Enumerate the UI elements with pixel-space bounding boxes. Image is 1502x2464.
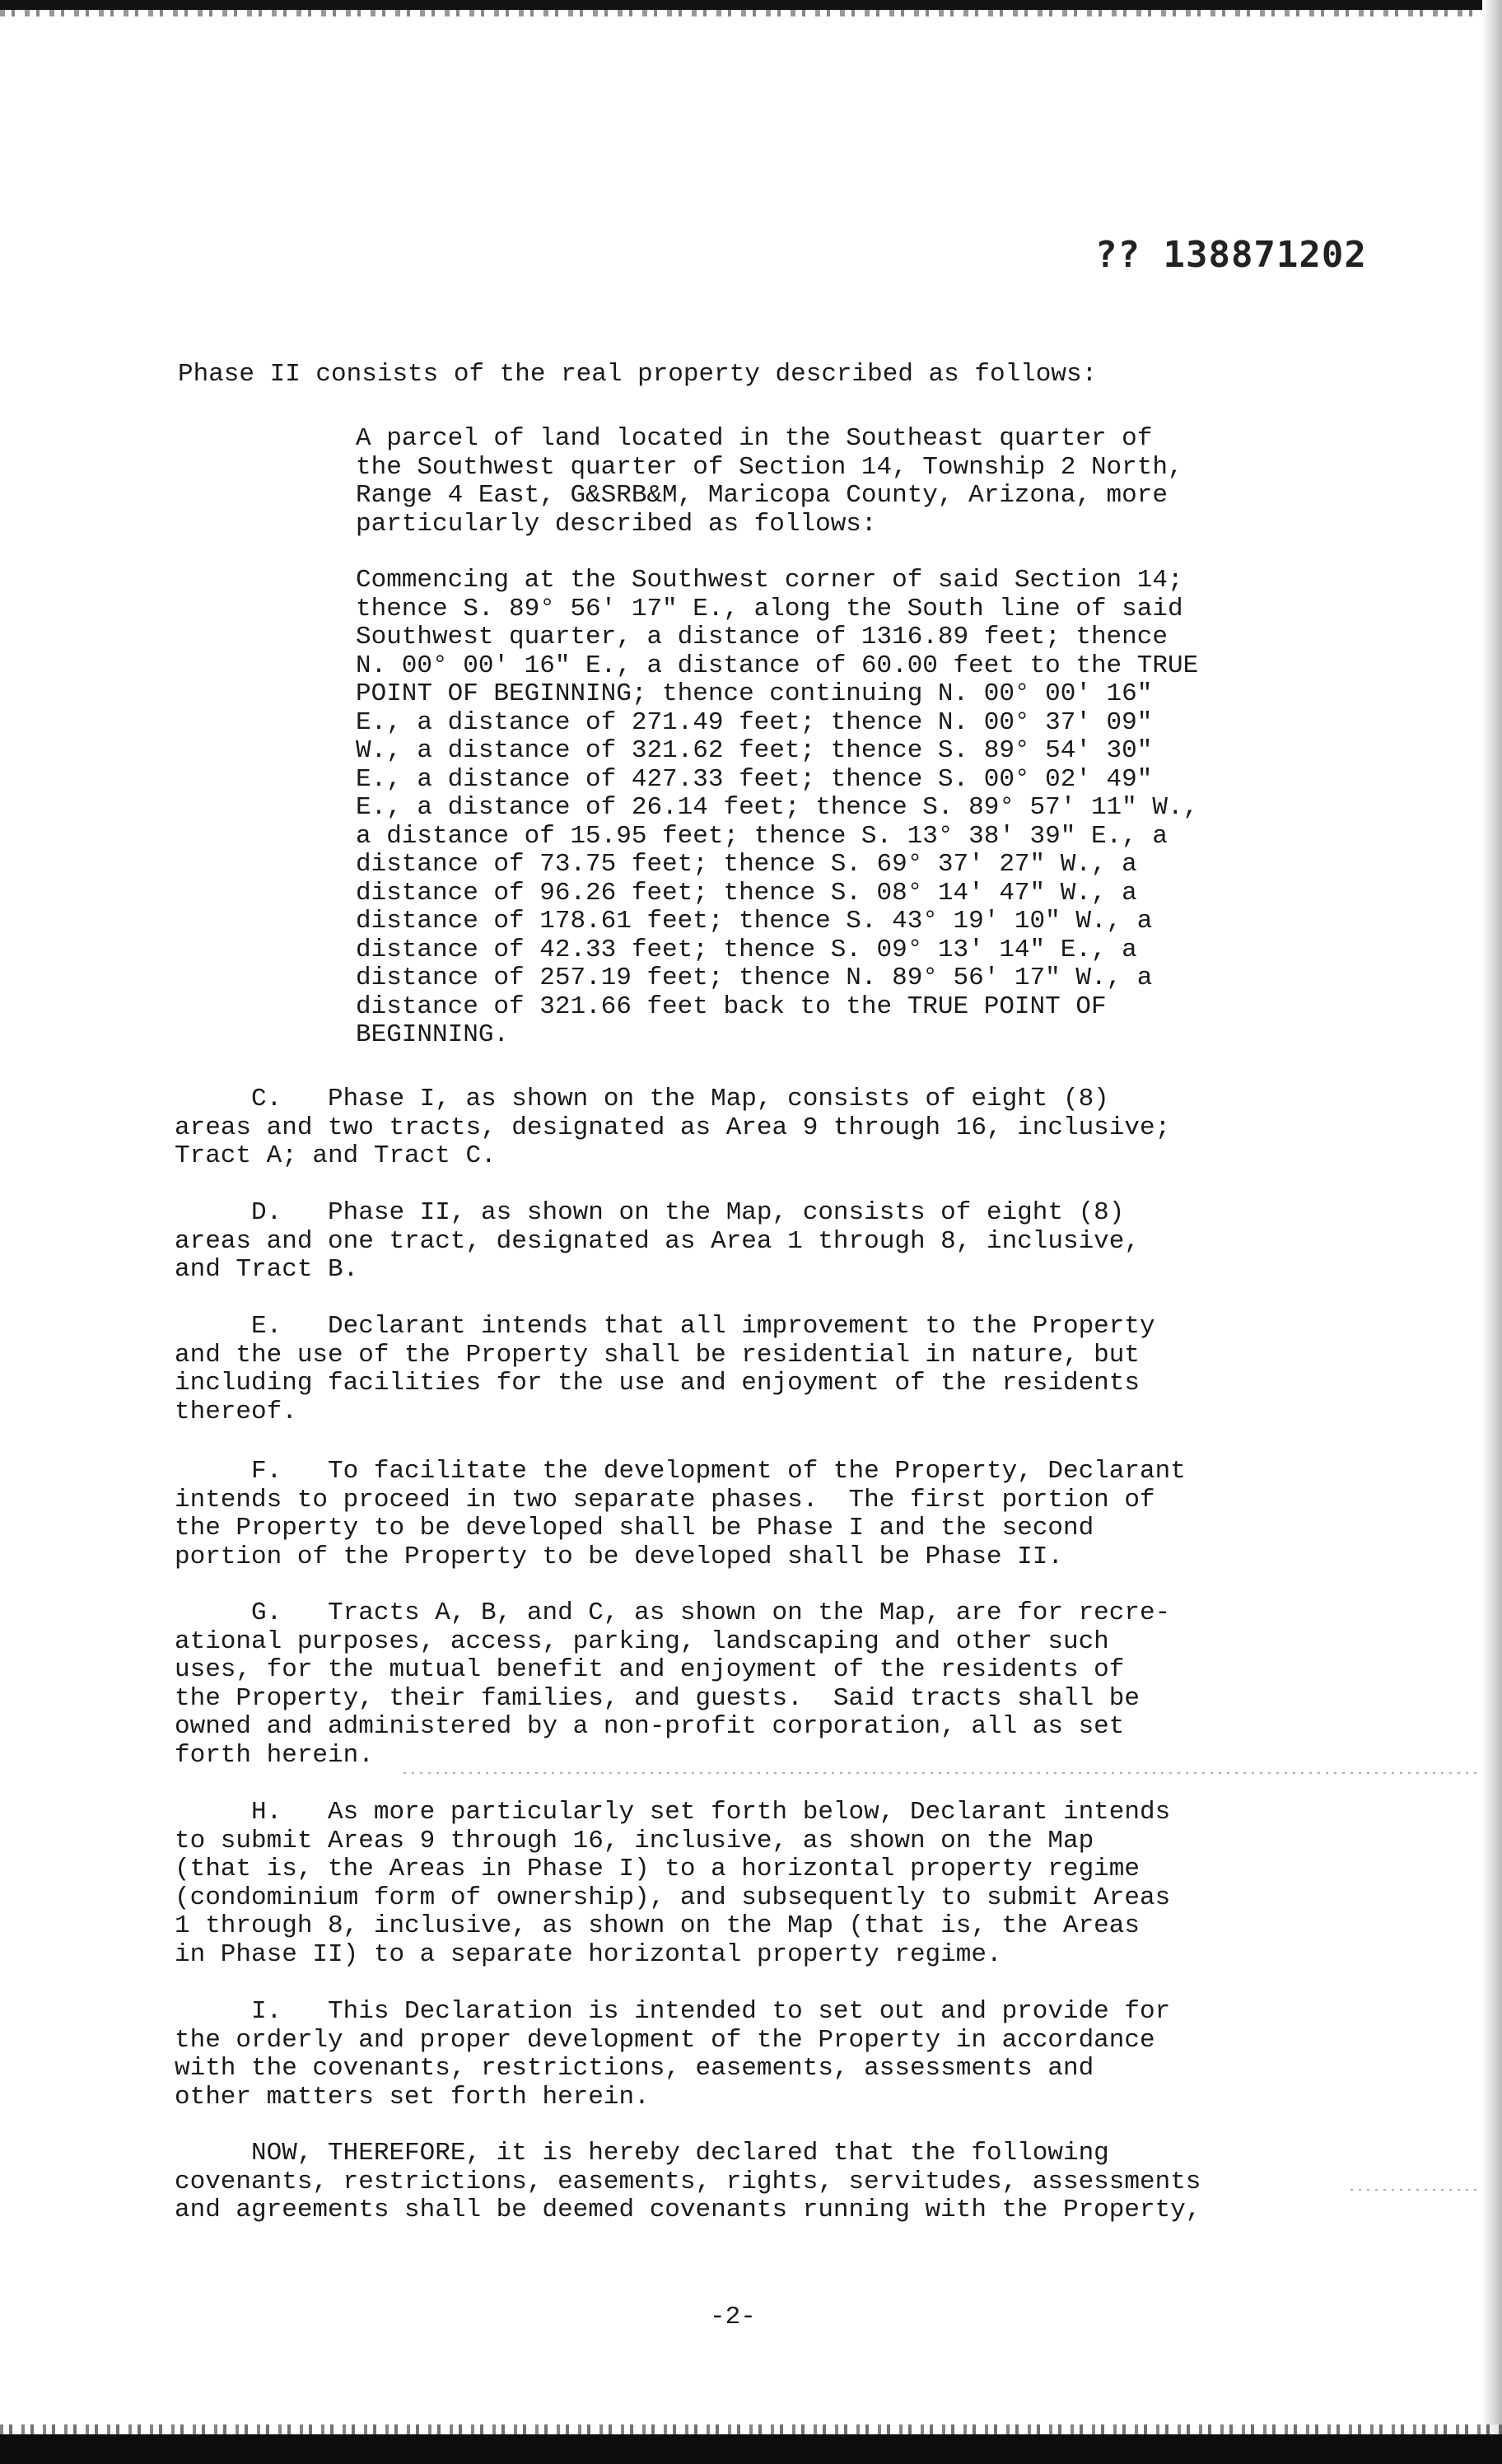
text-line: the Property, their families, and guests. Said tracts shall be	[175, 1683, 1140, 1713]
text-line: with the covenants, restrictions, easements, assessments and	[175, 2054, 1094, 2083]
text-line: Commencing at the Southwest corner of said Section 14;	[356, 566, 1183, 595]
scan-border-top	[0, 0, 1502, 10]
text-line: and agreements shall be deemed covenants running with the Property,	[175, 2196, 1201, 2224]
scan-edge-right	[1482, 0, 1502, 2464]
text-line: N. 00° 00' 16" E., a distance of 60.00 feet to the TRUE	[356, 651, 1199, 680]
text-line: 1 through 8, inclusive, as shown on the Map (that is, the Areas	[175, 1911, 1140, 1940]
text-line: forth herein.	[175, 1740, 374, 1770]
text-line: E., a distance of 26.14 feet; thence S. 89° 57' 11" W.,	[356, 793, 1199, 822]
page-number: -2-	[710, 2303, 756, 2331]
text-line: W., a distance of 321.62 feet; thence S. 89° 54' 30"	[356, 736, 1153, 765]
paragraph-g	[175, 1599, 1344, 1770]
text-line: the orderly and proper development of the Property in accordance	[175, 2025, 1155, 2055]
text-line: C. Phase I, as shown on the Map, consists of eight (8)	[175, 1085, 1109, 1113]
text-line: thence S. 89° 56' 17" E., along the South line of said	[356, 594, 1183, 623]
text-line: other matters set forth herein.	[175, 2082, 650, 2112]
text-line: E., a distance of 427.33 feet; thence S. 00° 02' 49"	[356, 764, 1153, 794]
text-line: I. This Declaration is intended to set out and provide for	[175, 1997, 1171, 2026]
text-line: G. Tracts A, B, and C, as shown on the Map, are for recre-	[175, 1598, 1171, 1627]
text-line: uses, for the mutual benefit and enjoyment of the residents of	[175, 1655, 1125, 1684]
parcel-description	[356, 425, 1327, 539]
text-line: Tract A; and Tract C.	[175, 1141, 497, 1170]
text-line: Southwest quarter, a distance of 1316.89 feet; thence	[356, 623, 1168, 651]
scan-noise-top	[0, 10, 1502, 16]
text-line: areas and two tracts, designated as Area 9 through 16, inclusive;	[175, 1113, 1171, 1142]
text-line: the Southwest quarter of Section 14, Township 2 North,	[356, 452, 1183, 482]
text-line: H. As more particularly set forth below, Declarant intends	[175, 1798, 1171, 1827]
text-line: distance of 178.61 feet; thence S. 43° 19' 10" W., a	[356, 907, 1153, 936]
text-line: POINT OF BEGINNING; thence continuing N. 00° 00' 16"	[356, 679, 1153, 708]
paragraph-d	[175, 1199, 1344, 1285]
scan-noise-bottom	[0, 2424, 1502, 2434]
text-line: F. To facilitate the development of the Property, Declarant	[175, 1457, 1186, 1486]
paragraph-e	[175, 1313, 1344, 1426]
text-line: (condominium form of ownership), and subsequently to submit Areas	[175, 1883, 1171, 1912]
text-line: distance of 257.19 feet; thence N. 89° 56' 17" W., a	[356, 964, 1153, 992]
paragraph-now-therefore	[175, 2140, 1344, 2225]
scan-noise-line	[403, 1772, 1482, 1774]
text-line: owned and administered by a non-profit corporation, all as set	[175, 1712, 1125, 1741]
text-line: E., a distance of 271.49 feet; thence N. 00° 37' 09"	[356, 707, 1153, 737]
paragraph-f	[175, 1458, 1344, 1571]
paragraph-c	[175, 1085, 1344, 1171]
text-line: areas and one tract, designated as Area 1 through 8, inclusive,	[175, 1226, 1140, 1256]
text-line: and the use of the Property shall be residential in nature, but	[175, 1340, 1140, 1370]
text-line: covenants, restrictions, easements, rights, servitudes, assessments	[175, 2167, 1201, 2196]
text-line: (that is, the Areas in Phase I) to a horizontal property regime	[175, 1855, 1140, 1883]
metes-and-bounds	[356, 567, 1327, 1050]
text-line: in Phase II) to a separate horizontal property regime.	[175, 1939, 1002, 1969]
text-line: distance of 96.26 feet; thence S. 08° 14' 47" W., a	[356, 878, 1137, 908]
paragraph-h	[175, 1799, 1344, 1969]
text-line: and Tract B.	[175, 1255, 359, 1284]
text-line: distance of 321.66 feet back to the TRUE POINT OF	[356, 992, 1107, 1021]
text-line: intends to proceed in two separate phases. The first portion of	[175, 1485, 1155, 1514]
intro-line: Phase II consists of the real property described as follows:	[178, 360, 1098, 389]
paragraph-i	[175, 1998, 1344, 2112]
text-line: to submit Areas 9 through 16, inclusive, as shown on the Map	[175, 1826, 1094, 1855]
text-line: portion of the Property to be developed shall be Phase II.	[175, 1542, 1063, 1571]
text-line: E. Declarant intends that all improvement to the Property	[175, 1312, 1155, 1341]
scan-noise-line	[1350, 2189, 1482, 2191]
recording-number-stamp: ?? 138871202	[1095, 234, 1367, 276]
text-line: including facilities for the use and enjoyment of the residents	[175, 1369, 1140, 1398]
text-line: D. Phase II, as shown on the Map, consists of eight (8)	[175, 1198, 1125, 1227]
text-line: ational purposes, access, parking, landscaping and other such	[175, 1626, 1109, 1656]
text-line: the Property to be developed shall be Phase I and the second	[175, 1514, 1094, 1542]
text-line: NOW, THEREFORE, it is hereby declared that the following	[175, 2139, 1109, 2168]
text-line: a distance of 15.95 feet; thence S. 13° 38' 39" E., a	[356, 821, 1168, 851]
text-line: distance of 42.33 feet; thence S. 09° 13' 14" E., a	[356, 935, 1137, 964]
text-line: BEGINNING.	[356, 1020, 510, 1049]
text-line: particularly described as follows:	[356, 509, 877, 539]
text-line: A parcel of land located in the Southeast quarter of	[356, 424, 1153, 453]
text-line: Range 4 East, G&SRB&M, Maricopa County, Arizona, more	[356, 481, 1168, 510]
text-line: distance of 73.75 feet; thence S. 69° 37' 27" W., a	[356, 850, 1137, 879]
scan-border-bottom	[0, 2434, 1502, 2464]
text-line: thereof.	[175, 1397, 297, 1426]
